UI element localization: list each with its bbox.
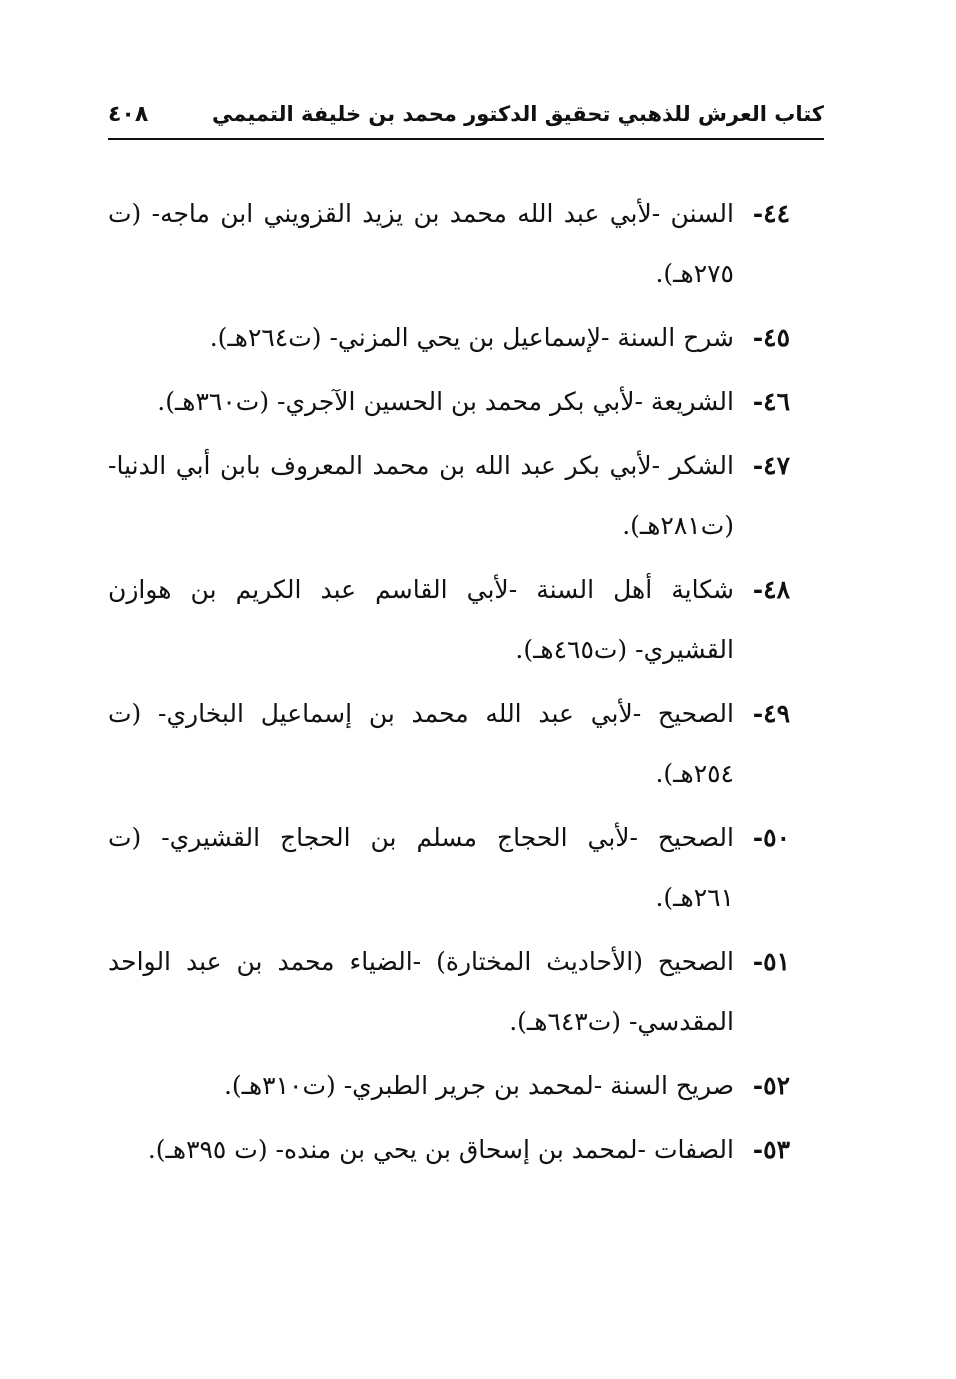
entry-number: ٥١- <box>752 947 790 976</box>
list-item <box>108 1120 790 1180</box>
running-header <box>108 96 824 136</box>
list-item <box>108 684 790 804</box>
entry-text: الصحيح -لأبي الحجاج مسلم بن الحجاج القشيري- (ت ٢٦١هـ). <box>108 823 734 912</box>
entry-text: صريح السنة -لمحمد بن جرير الطبري- (ت٣١٠هـ). <box>223 1071 734 1100</box>
entry-text: الصحيح (الأحاديث المختارة) -الضياء محمد بن عبد الواحد المقدسي- (ت٦٤٣هـ). <box>108 947 734 1036</box>
entry-number: ٥٠- <box>752 823 790 852</box>
entry-number: ٤٨- <box>752 575 790 604</box>
entry-number: ٤٤- <box>752 199 790 228</box>
page-number: ٤٠٨ <box>108 102 149 127</box>
entry-text: الصفات -لمحمد بن إسحاق بن يحي بن منده- (ت ٣٩٥هـ). <box>147 1135 734 1164</box>
entry-text: السنن -لأبي عبد الله محمد بن يزيد القزويني ابن ماجه- (ت ٢٧٥هـ). <box>108 199 734 288</box>
list-item <box>108 560 790 680</box>
list-item <box>108 308 790 368</box>
list-item <box>108 436 790 556</box>
entry-text: شكاية أهل السنة -لأبي القاسم عبد الكريم بن هوازن القشيري- (ت٤٦٥هـ). <box>108 575 734 664</box>
list-item <box>108 184 790 304</box>
entry-number: ٥٣- <box>752 1135 790 1164</box>
entry-number: ٤٥- <box>752 323 790 352</box>
list-item <box>108 808 790 928</box>
entry-number: ٤٦- <box>752 387 790 416</box>
bibliography-list <box>108 184 790 1184</box>
entry-number: ٥٢- <box>752 1071 790 1100</box>
list-item <box>108 1056 790 1116</box>
entry-text: الصحيح -لأبي عبد الله محمد بن إسماعيل البخاري- (ت ٢٥٤هـ). <box>108 699 734 788</box>
list-item <box>108 372 790 432</box>
entry-text: الشريعة -لأبي بكر محمد بن الحسين الآجري- (ت٣٦٠هـ). <box>157 387 734 416</box>
header-title: كتاب العرش للذهبي تحقيق الدكتور محمد بن خليفة التميمي <box>212 102 824 126</box>
list-item <box>108 932 790 1052</box>
header-divider <box>108 138 824 140</box>
entry-number: ٤٧- <box>752 451 790 480</box>
entry-text: الشكر -لأبي بكر عبد الله بن محمد المعروف بابن أبي الدنيا- (ت٢٨١هـ). <box>108 451 734 540</box>
entry-number: ٤٩- <box>752 699 790 728</box>
entry-text: شرح السنة -لإسماعيل بن يحي المزني- (ت٢٦٤هـ). <box>209 323 734 352</box>
